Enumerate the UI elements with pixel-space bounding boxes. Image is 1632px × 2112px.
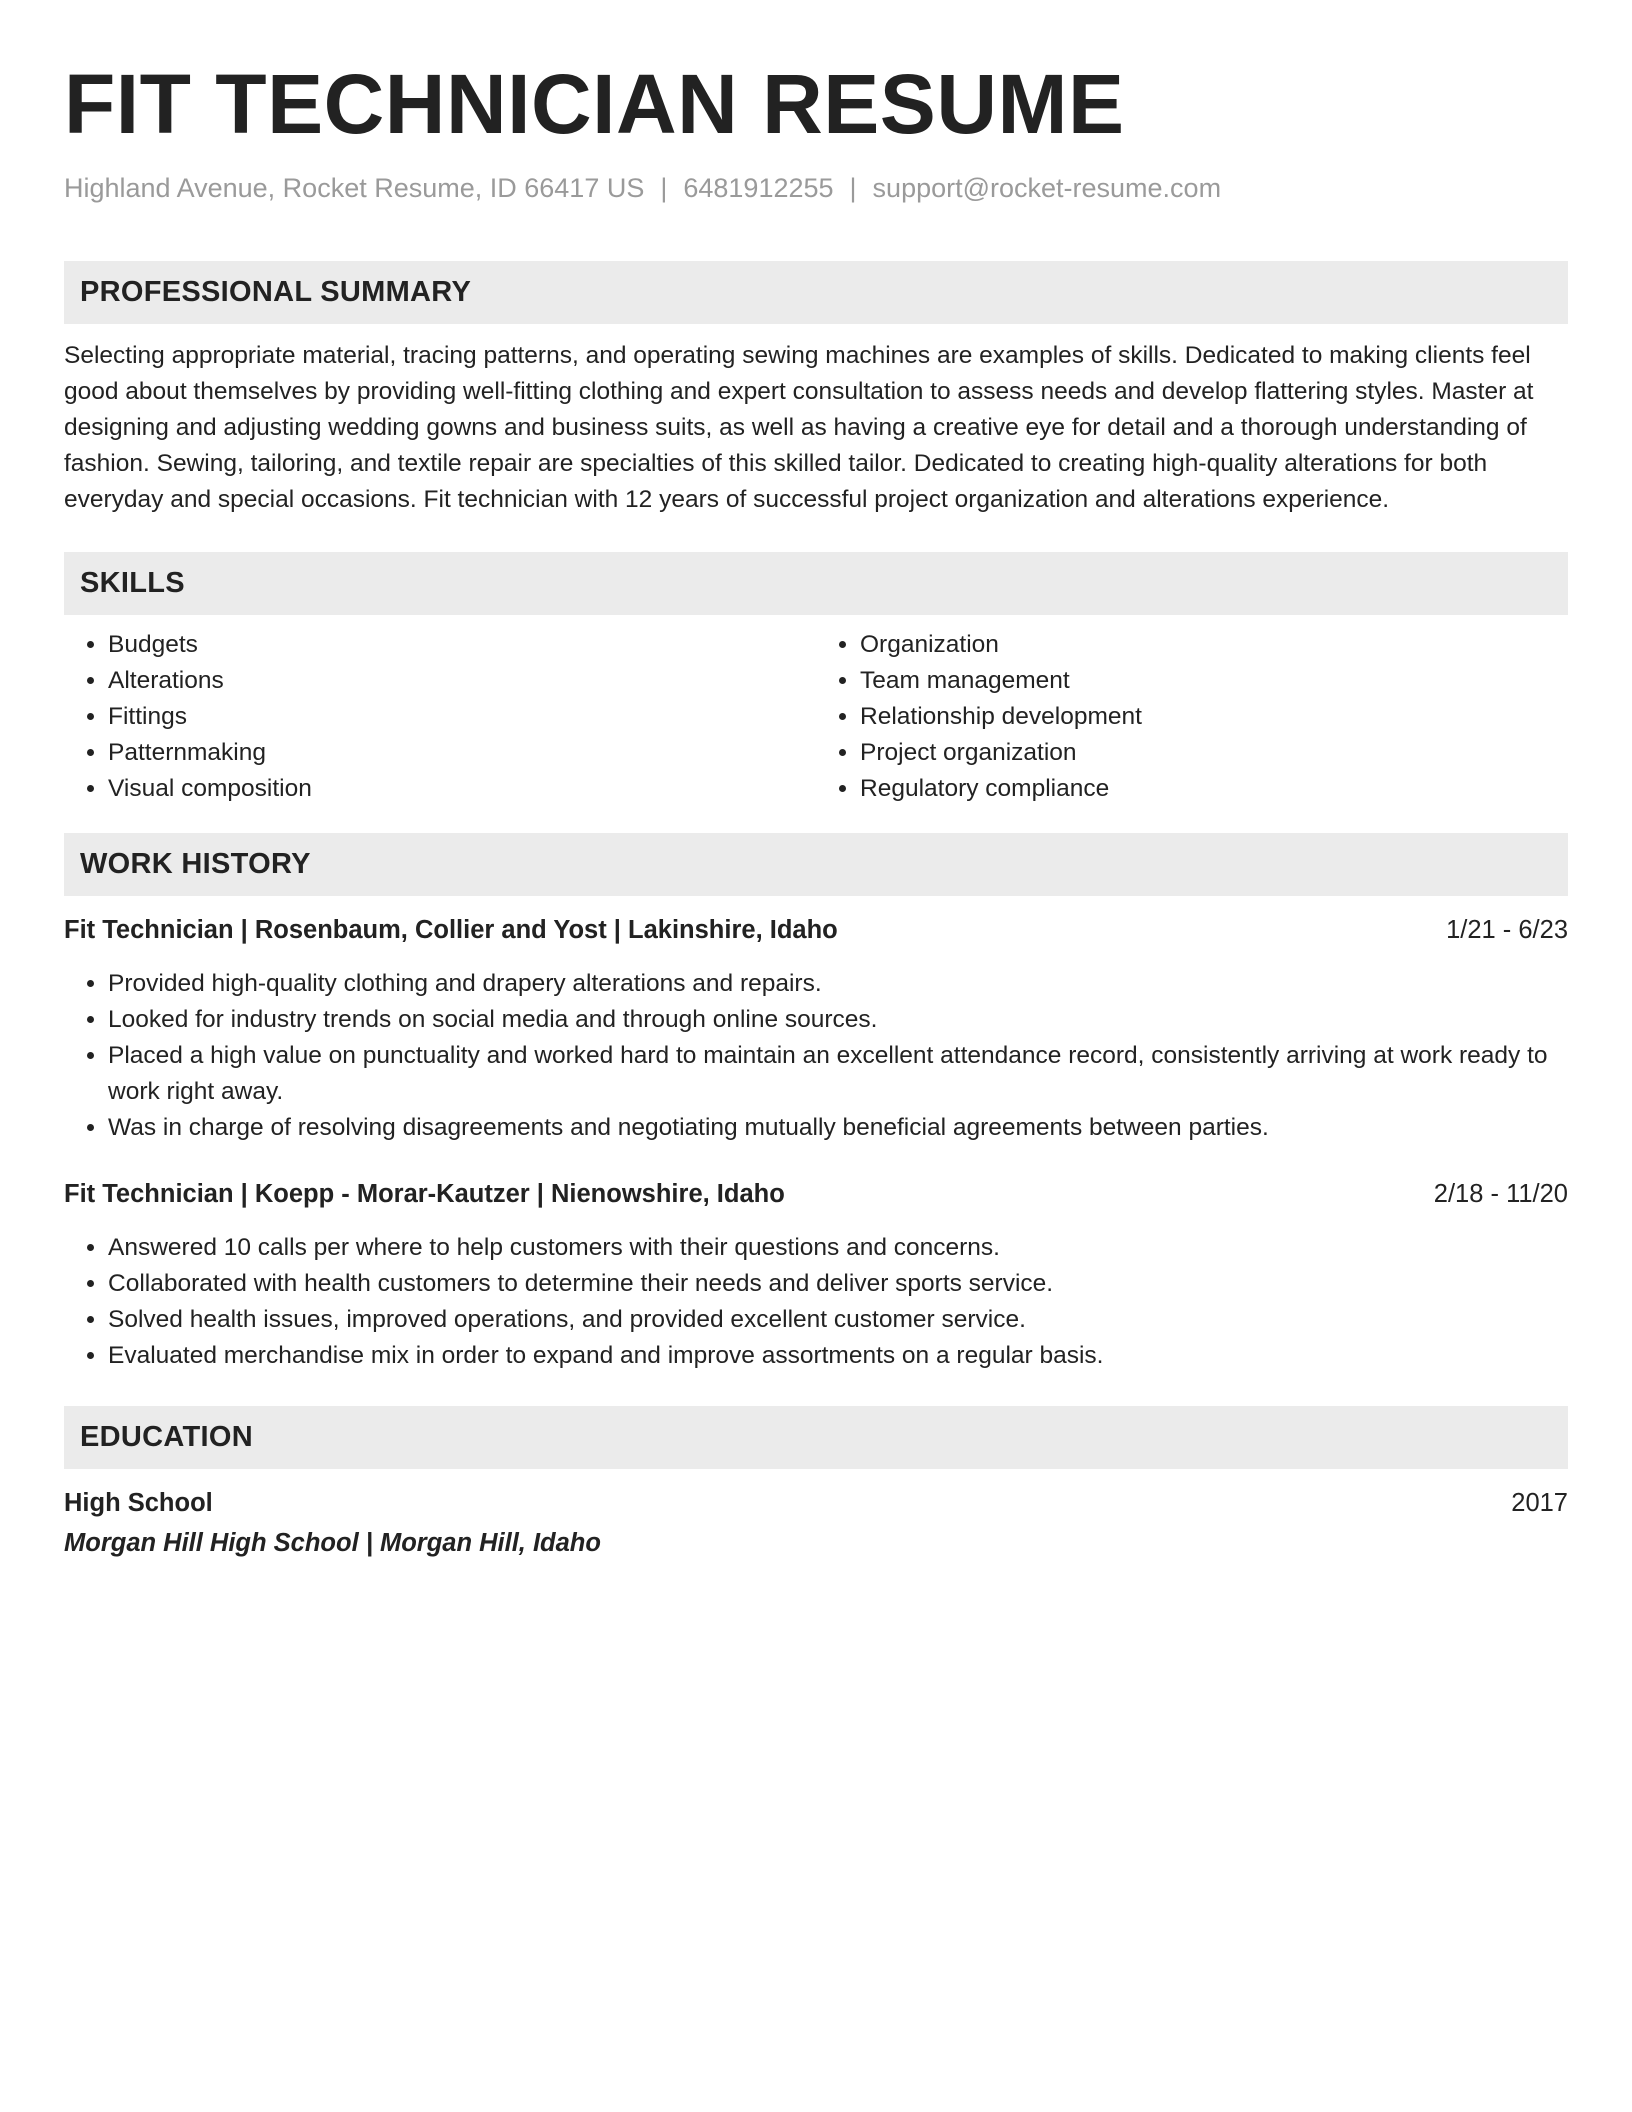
skill-item: • Patternmaking xyxy=(108,735,816,771)
skill-item: • Regulatory compliance xyxy=(860,771,1568,807)
skill-item: • Visual composition xyxy=(108,771,816,807)
job-bullets xyxy=(64,1230,1568,1374)
contact-address: Highland Avenue, Rocket Resume, ID 66417 US xyxy=(64,173,645,203)
job-bullet: • Placed a high value on punctuality and worked hard to maintain an excellent attendance record, consistently arriving at work ready to work right away. xyxy=(108,1038,1568,1110)
skill-item: • Alterations xyxy=(108,663,816,699)
skills-list xyxy=(64,627,1568,807)
skill-item: • Budgets xyxy=(108,627,816,663)
contact-line xyxy=(64,170,1568,206)
job-heading xyxy=(64,912,1568,948)
contact-email: support@rocket-resume.com xyxy=(872,173,1222,203)
job-bullet: • Provided high-quality clothing and drapery alterations and repairs. xyxy=(108,966,1568,1002)
job-heading xyxy=(64,1176,1568,1212)
skill-item: • Organization xyxy=(860,627,1568,663)
job-bullet: • Collaborated with health customers to determine their needs and deliver sports service. xyxy=(108,1266,1568,1302)
work-history-section-header: WORK HISTORY xyxy=(64,833,1568,896)
job-bullet: • Answered 10 calls per where to help customers with their questions and concerns. xyxy=(108,1230,1568,1266)
summary-text: Selecting appropriate material, tracing patterns, and operating sewing machines are examples of skills. Dedicated to making clients feel good about themselves by providing well-fitting clothing and expert consultation to assess needs and develop flattering styles. Master at designing and adjusting wedding gowns and business suits, as well as having a creative eye for detail and a thorough understanding of fashion. Sewing, tailoring, and textile repair are specialties of this skilled tailor. Dedicated to creating high-quality alterations for both everyday and special occasions. Fit technician with 12 years of successful project organization and alterations experience. xyxy=(64,342,1534,513)
education-year: 2017 xyxy=(1511,1489,1568,1517)
skills-section-header: SKILLS xyxy=(64,552,1568,615)
job-bullet: • Was in charge of resolving disagreements and negotiating mutually beneficial agreements between parties. xyxy=(108,1110,1568,1146)
skill-item: • Relationship development xyxy=(860,699,1568,735)
job-bullet: • Solved health issues, improved operations, and provided excellent customer service. xyxy=(108,1302,1568,1338)
skill-item: • Team management xyxy=(860,663,1568,699)
job-title: Fit Technician | Koepp - Morar-Kautzer | Nienowshire, Idaho xyxy=(64,1180,785,1208)
contact-phone: 6481912255 xyxy=(683,173,834,203)
education-degree: High School xyxy=(64,1489,213,1517)
job-bullet: • Evaluated merchandise mix in order to expand and improve assortments on a regular basis. xyxy=(108,1338,1568,1374)
job-bullet: • Looked for industry trends on social media and through online sources. xyxy=(108,1002,1568,1038)
resume-title: FIT TECHNICIAN RESUME xyxy=(64,57,1125,151)
skill-item: • Fittings xyxy=(108,699,816,735)
job-dates: 1/21 - 6/23 xyxy=(1446,916,1568,944)
contact-separator: | xyxy=(660,173,668,203)
summary-section-header: PROFESSIONAL SUMMARY xyxy=(64,261,1568,324)
skills-column-left xyxy=(64,627,816,807)
contact-separator: | xyxy=(849,173,857,203)
job-title: Fit Technician | Rosenbaum, Collier and Yost | Lakinshire, Idaho xyxy=(64,916,838,944)
education-heading xyxy=(64,1485,1568,1521)
skills-column-right xyxy=(816,627,1568,807)
job-entry xyxy=(64,912,1568,1146)
education-school: Morgan Hill High School | Morgan Hill, Idaho xyxy=(64,1529,601,1557)
job-bullets xyxy=(64,966,1568,1146)
job-entry xyxy=(64,1176,1568,1374)
skill-item: • Project organization xyxy=(860,735,1568,771)
job-dates: 2/18 - 11/20 xyxy=(1433,1180,1568,1208)
education-section-header: EDUCATION xyxy=(64,1406,1568,1469)
